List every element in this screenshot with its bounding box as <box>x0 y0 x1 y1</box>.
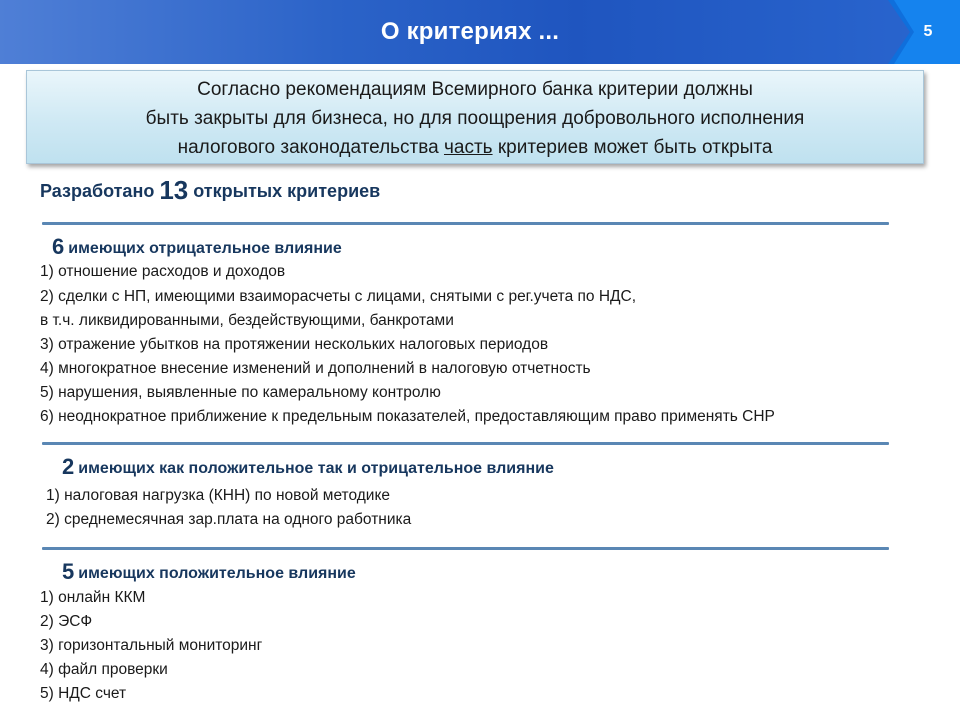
list-item: 2) среднемесячная зар.плата на одного работника <box>46 511 412 528</box>
group-heading-negative <box>52 234 342 260</box>
list-item: 3) отражение убытков на протяжении нескольких налоговых периодов <box>40 336 549 353</box>
summary-prefix: Разработано <box>40 181 160 201</box>
group-count: 6 <box>52 234 65 259</box>
callout-line-1: Согласно рекомендациям Всемирного банка критерии должны <box>197 79 753 100</box>
divider-2 <box>42 442 889 445</box>
list-item: 1) налоговая нагрузка (КНН) по новой методике <box>46 487 391 504</box>
list-item: 5) нарушения, выявленные по камеральному контролю <box>40 384 441 401</box>
group-title-text: имеющих отрицательное влияние <box>68 240 342 257</box>
group-title-text: имеющих как положительное так и отрицательное влияние <box>78 460 554 477</box>
divider-1 <box>42 222 889 225</box>
summary-count: 13 <box>159 175 189 205</box>
list-item: 4) файл проверки <box>40 661 168 678</box>
group-heading-positive <box>62 559 356 585</box>
list-item: 2) сделки с НП, имеющими взаиморасчеты с лицами, снятыми с рег.учета по НДС, <box>40 288 637 305</box>
group-title-text: имеющих положительное влияние <box>78 565 356 582</box>
group-heading-mixed <box>62 454 554 480</box>
page-number: 5 <box>923 23 933 40</box>
page-badge <box>888 0 960 64</box>
callout-line-3 <box>27 133 923 162</box>
group-count: 2 <box>62 454 75 479</box>
list-item: 3) горизонтальный мониторинг <box>40 637 263 654</box>
callout-box <box>26 70 924 164</box>
callout-line-3-pre: налогового законодательства <box>177 137 444 158</box>
callout-line-2: быть закрыты для бизнеса, но для поощрения добровольного исполнения <box>145 108 805 129</box>
group-count: 5 <box>62 559 75 584</box>
list-item: 2) ЭСФ <box>40 613 93 630</box>
summary-heading <box>40 175 380 206</box>
list-item: 6) неоднократное приближение к предельным показателей, предоставляющим право применять СНР <box>40 408 775 425</box>
callout-line-3-post: критериев может быть открыта <box>492 137 773 158</box>
divider-3 <box>42 547 889 550</box>
list-item: 1) отношение расходов и доходов <box>40 263 286 280</box>
slide-title: О критериях ... <box>380 18 560 45</box>
list-item: 4) многократное внесение изменений и дополнений в налоговую отчетность <box>40 360 591 377</box>
list-item: в т.ч. ликвидированными, бездействующими, банкротами <box>40 312 454 329</box>
callout-underlined-word: часть <box>443 137 493 158</box>
summary-suffix: открытых критериев <box>188 181 381 201</box>
list-item: 1) онлайн ККМ <box>40 589 146 606</box>
header-bar <box>0 0 960 64</box>
list-item: 5) НДС счет <box>40 685 127 702</box>
